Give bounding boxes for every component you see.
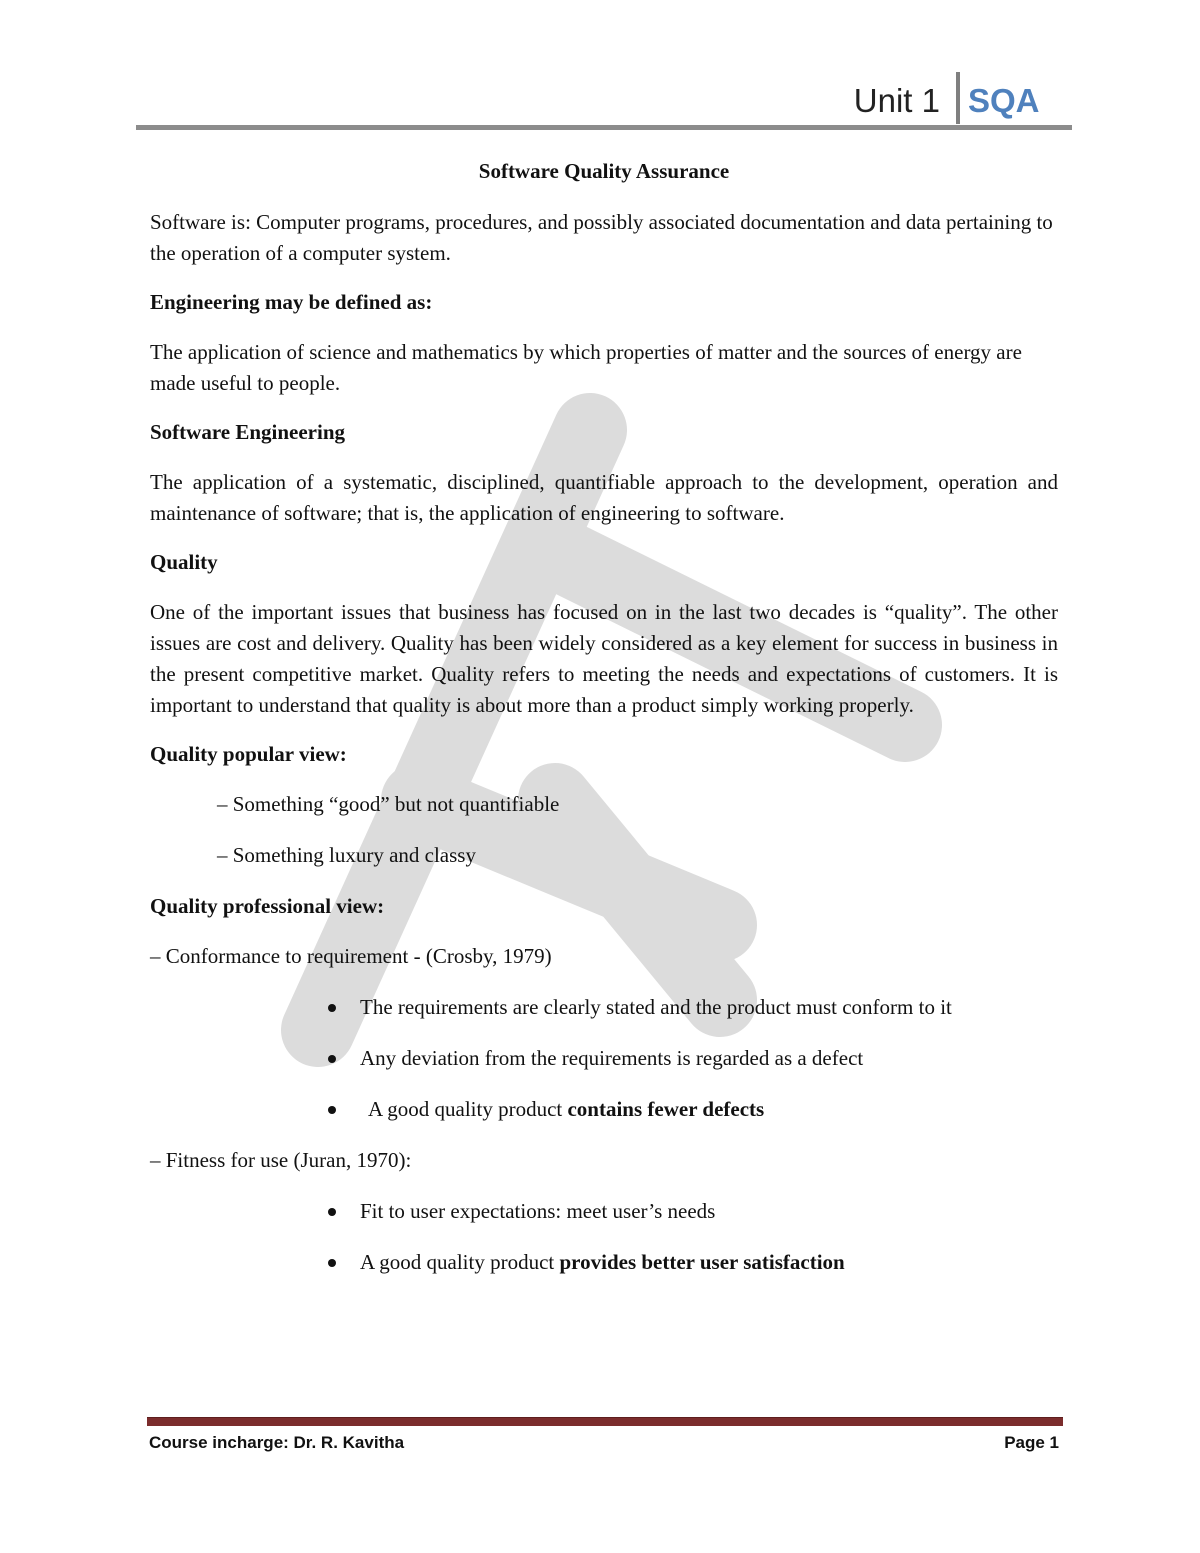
list-item-text: A good quality product: [360, 1250, 560, 1274]
engineering-text: The application of science and mathematics by which properties of matter and the sources of energy are made useful to people.: [150, 340, 1022, 395]
list-item-text: Any deviation from the requirements is regarded as a defect: [360, 1046, 864, 1070]
fitness-list: [150, 1196, 1058, 1278]
course-incharge: Course incharge: Dr. R. Kavitha: [149, 1433, 405, 1452]
list-item-text: Fit to user expectations: meet user’s needs: [360, 1199, 716, 1223]
engineering-heading: Engineering may be defined as:: [150, 290, 433, 314]
header-divider: [956, 72, 960, 124]
popular-view-item: – Something “good” but not quantifiable: [217, 792, 560, 816]
page-title: Software Quality Assurance: [478, 159, 730, 183]
quality-heading: Quality: [150, 550, 218, 574]
header-unit: Unit 1: [853, 82, 940, 119]
bullet-icon: [328, 1208, 336, 1216]
list-item: [328, 1196, 1058, 1227]
popular-view-item: – Something luxury and classy: [217, 843, 476, 867]
software-engineering-heading: Software Engineering: [150, 420, 346, 444]
list-item: [328, 1247, 1058, 1278]
list-item-text: A good quality product: [368, 1097, 568, 1121]
quality-text: One of the important issues that business has focused on in the last two decades is “quality”. The other issues are cost and delivery. Quality has been widely considered as a key element for success in business in the present competitive market. Quality refers to meeting the needs and expectations of customers. It is important to understand that quality is about more than a product simply working properly.: [150, 600, 1058, 717]
page-number: Page 1: [1004, 1433, 1059, 1452]
footer-rule: [147, 1417, 1063, 1426]
conformance-list: [150, 992, 1058, 1125]
header-subject: SQA: [968, 82, 1040, 119]
fitness-label: – Fitness for use (Juran, 1970):: [150, 1148, 412, 1172]
header-rule: [136, 125, 1072, 130]
bullet-icon: [328, 1106, 336, 1114]
list-item: [328, 992, 1058, 1023]
bullet-icon: [328, 1004, 336, 1012]
conformance-label: – Conformance to requirement - (Crosby, 1979): [150, 944, 552, 968]
list-item-emphasis: contains fewer defects: [567, 1097, 765, 1121]
professional-view-heading: Quality professional view:: [150, 894, 385, 918]
list-item-emphasis: provides better user satisfaction: [559, 1250, 845, 1274]
bullet-icon: [328, 1055, 336, 1063]
list-item-text: The requirements are clearly stated and the product must conform to it: [360, 995, 952, 1019]
page-footer: [147, 1417, 1063, 1452]
software-engineering-text: The application of a systematic, disciplined, quantifiable approach to the development, operation and maintenance of software; that is, the application of engineering to software.: [150, 470, 1058, 525]
popular-view-heading: Quality popular view:: [150, 742, 347, 766]
document-body: [150, 156, 1058, 1298]
software-definition: Software is: Computer programs, procedures, and possibly associated documentation and data pertaining to the operation of a computer system.: [150, 210, 1053, 265]
page-header: [136, 78, 1072, 132]
bullet-icon: [328, 1259, 336, 1267]
list-item: [328, 1094, 1058, 1125]
list-item: [328, 1043, 1058, 1074]
